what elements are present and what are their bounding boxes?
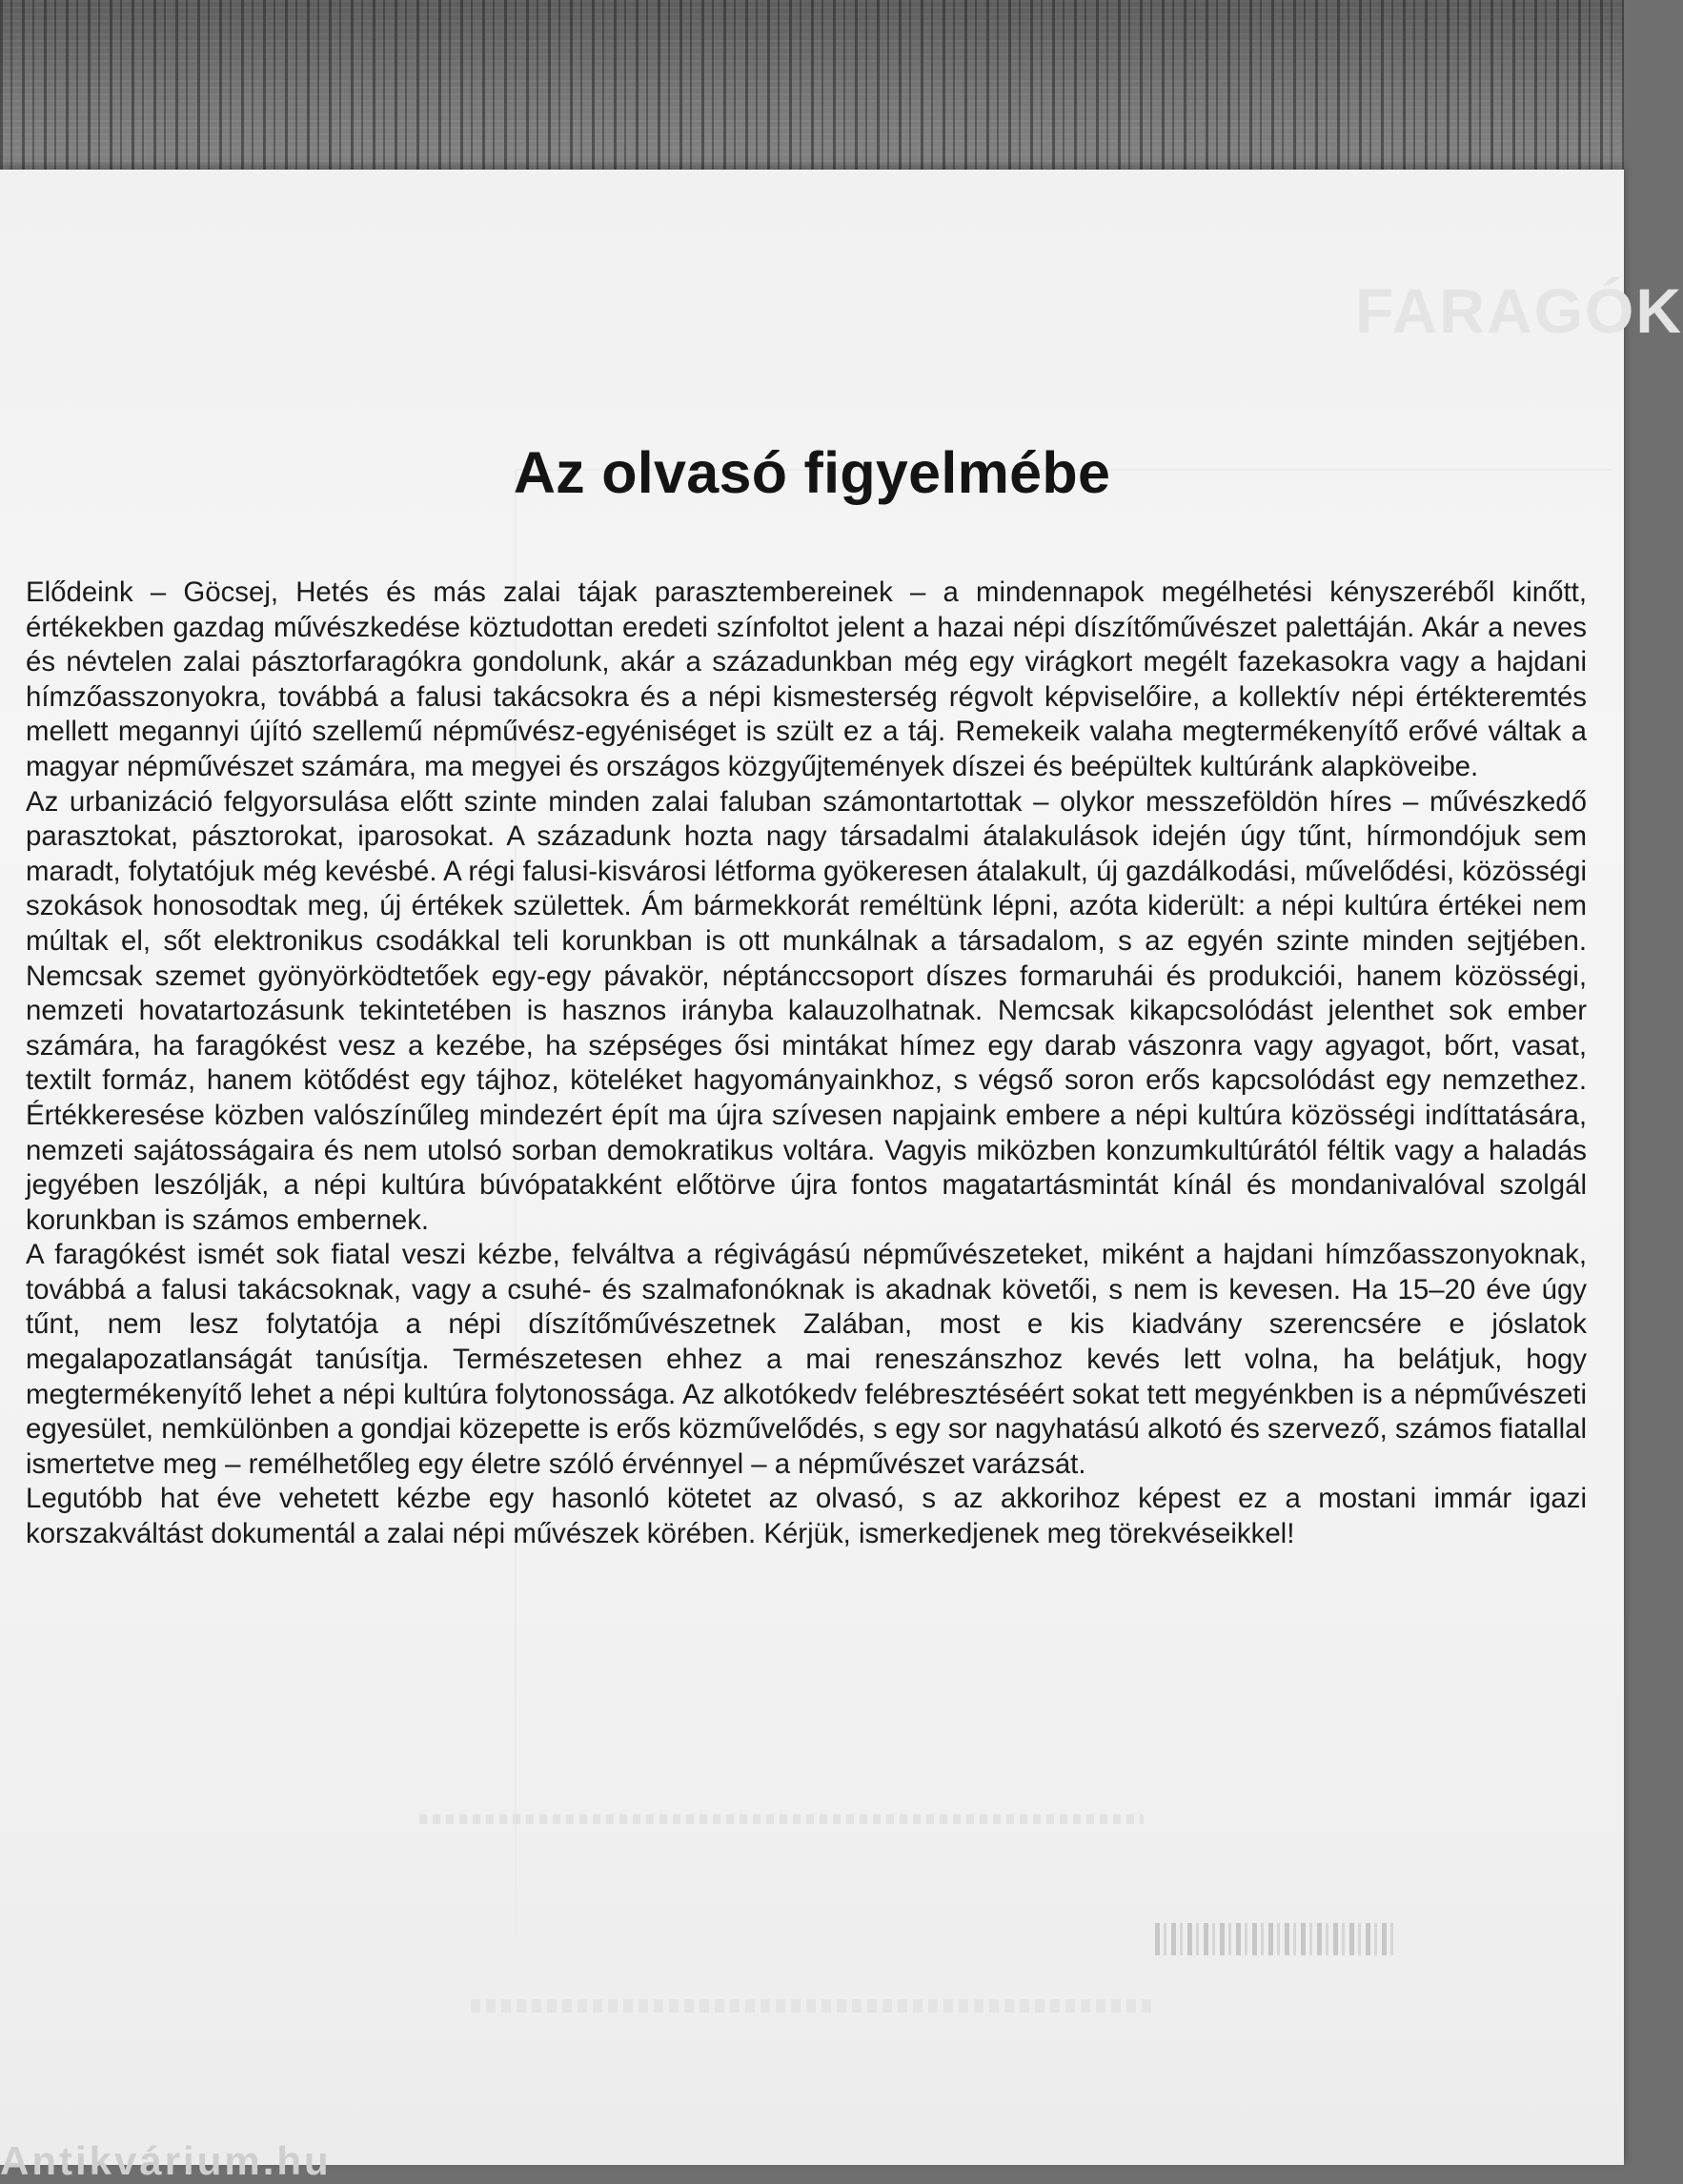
show-through-heading: FARAGÓK — [1355, 275, 1683, 346]
paragraph-1: Elődeink – Göcsej, Hetés és más zalai tájak parasztembereinek – a mindennapok megélhetési kényszeréből kinőtt, értékekben gazdag művészkedése köztudottan eredeti színfoltot jelent a hazai népi díszítőművészet palettáján. Akár a neves és névtelen zalai pásztorfaragókra gondolunk, akár a századunkban még egy virágkort megélt fazekasokra vagy a hajdani hímzőasszonyokra, továbbá a falusi takácsokra és a népi kismesterség régvolt képviselőire, a kollektív népi értékteremtés mellett megannyi újító szellemű népművész-egyéniséget is szült ez a táj. Remekeik valaha megtermékenyítő erővé váltak a magyar népművészet számára, ma megyei és országos közgyűjtemények díszei és beépültek kultúránk alapköveibe. — [26, 576, 1587, 782]
wooden-table-background — [0, 0, 1624, 181]
watermark: Antikvárium.hu — [0, 2138, 332, 2183]
faded-stamp — [1155, 1923, 1393, 1955]
paragraph-4: Legutóbb hat éve vehetett kézbe egy hasonló kötetet az olvasó, s az akkorihoz képest ez a mostani immár igazi korszakváltást dokumentál a zalai népi művészek körében. Kérjük, ismerkedjenek meg törekvéseikkel! — [26, 1483, 1587, 1550]
page-title: Az olvasó figyelmébe — [513, 439, 1111, 505]
paragraph-3: A faragókést ismét sok fiatal veszi kézbe, felváltva a régivágású népművészeteket, miként a hajdani hímzőasszonyoknak, továbbá a falusi takácsoknak, vagy a csuhé- és szalmafonóknak is akadnak követői, s nem is kevesen. Ha 15–20 éve úgy tűnt, nem lesz folytatója a népi díszítőművészetnek Zalában, most e kis kiadvány szerencsére e jóslatok megalapozatlanságát tanúsítja. Természetesen ehhez a mai reneszánszhoz kevés lett volna, ha belátjuk, hogy megtermékenyítő lehet a népi kultúra folytonossága. Az alkotókedv felébresztéséért sokat tett megyénkben is a népművészeti egyesület, nemkülönben a gondjai közepette is erős közművelődés, s egy sor nagyhatású alkotó és szervező, számos fiatallal ismertetve meg – remélhetőleg egy életre szóló érvénnyel – a népművészet varázsát. — [26, 1239, 1587, 1480]
show-through-line — [419, 1814, 1144, 1824]
paragraph-2: Az urbanizáció felgyorsulása előtt szinte minden zalai faluban számontartottak – olykor messzeföldön híres – művészkedő parasztokat, pásztorokat, iparosokat. A századunk hozta nagy társadalmi átalakulások idején úgy tűnt, hírmondójuk sem maradt, folytatójuk még kevésbé. A régi falusi-kisvárosi létforma gyökeresen átalakult, új gazdálkodási, művelődési, közösségi szokások honosodtak meg, új értékek születtek. Ám bármekkorát reméltünk lépni, azóta kiderült: a népi kultúra értékei nem múltak el, sőt elektronikus csodákkal teli korunkban is ott munkálnak a társadalom, s az egyén szinte minden sejtjében. Nemcsak szemet gyönyörködtetőek egy-egy pávakör, néptánccsoport díszes formaruhái és produkciói, hanem közösségi, nemzeti hovatartozásunk tekintetében is hasznos irányba kalauzolhatnak. Nemcsak kikapcsolódást jelenthet sok ember számára, ha faragókést vesz a kezébe, ha szépséges ősi mintákat hímez egy darab vászonra vagy agyagot, bőrt, vasat, textilt formáz, hanem kötődést egy tájhoz, köteléket hagyományainkhoz, s végső soron erős kapcsolódást egy nemzethez. Értékkeresése közben valószínűleg mindezért épít ma újra szívesen napjaink embere a népi kultúra közösségi indíttatására, nemzeti sajátosságaira és nem utolsó sorban demokratikus voltára. Vagyis miközben konzumkultúrától féltik vagy a haladás jegyében leszólják, a népi kultúra búvópatakként előtörve újra fontos magatartásmintát kínál és mondanivalóval szolgál korunkban is számos embernek. — [26, 785, 1587, 1236]
show-through-line — [471, 1999, 1157, 2012]
body-text — [26, 576, 1587, 1552]
